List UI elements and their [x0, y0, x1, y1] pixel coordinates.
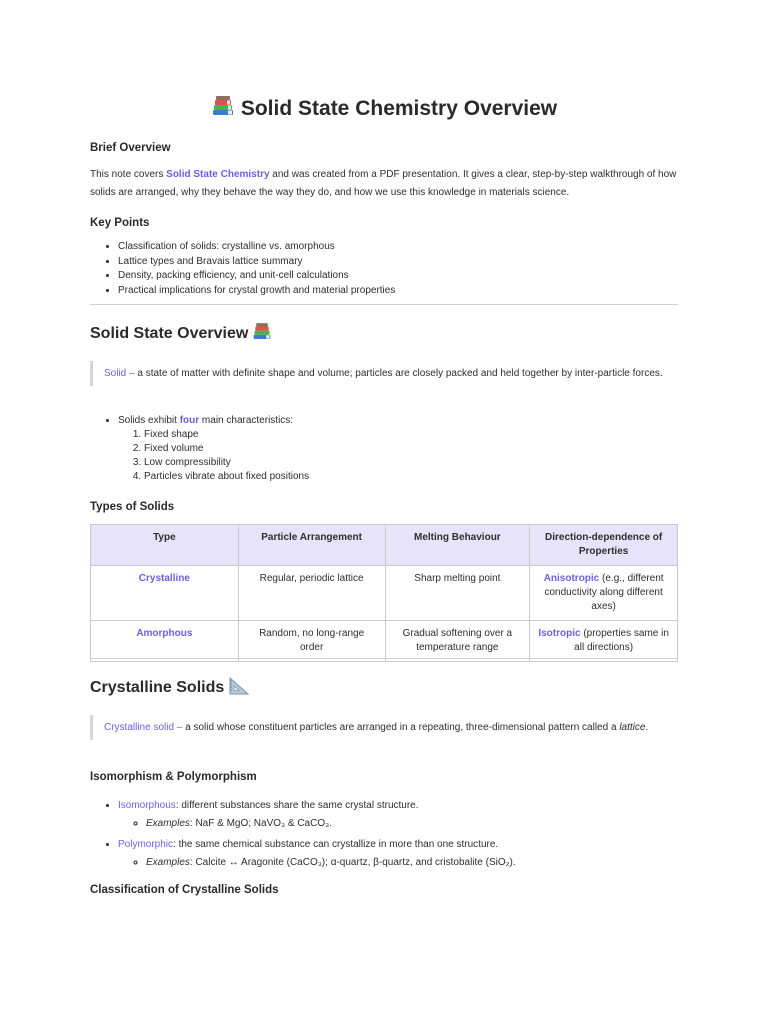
solid-state-chemistry-link[interactable]: Solid State Chemistry: [166, 169, 270, 180]
callout-term: Crystalline solid: [104, 722, 175, 733]
table-cell: Sharp melting point: [385, 566, 530, 621]
table-row: [91, 566, 678, 621]
list-item: ◦ Examples: NaF & MgO; NaVO₃ & CaCO₃.: [146, 817, 706, 831]
list-item: 3. Low compressibility: [144, 456, 544, 470]
list-item: • Density, packing efficiency, and unit-cell calculations: [118, 269, 706, 284]
books-icon: [211, 95, 235, 123]
heading-text: Solid State Overview: [90, 325, 249, 342]
solid-state-overview-heading: [90, 323, 272, 345]
list-item: • Isomorphous: different substances share the same crystal structure. ◦ Examples: NaF & MgO; NaVO₃ & CaCO₃.: [118, 798, 706, 831]
sub-list: [118, 856, 706, 870]
table-cell: Regular, periodic lattice: [238, 566, 385, 621]
heading-text: Crystalline Solids: [90, 679, 225, 696]
column-header: Melting Behaviour: [385, 525, 530, 566]
section-divider: [90, 304, 678, 305]
doc-title: [0, 92, 768, 126]
callout-dash: –: [126, 368, 138, 379]
table-cell-type: Crystalline: [91, 566, 239, 621]
crystalline-definition-callout: Crystalline solid – a solid whose constituent particles are arranged in a repeating, three-dimensional pattern called a lattice.: [90, 715, 680, 740]
table-cell: Gradual softening over a temperature range: [385, 621, 530, 662]
brief-text-pre: This note covers: [90, 169, 167, 180]
list-item: 2. Fixed volume: [144, 442, 544, 456]
list-item: 1. Fixed shape: [144, 428, 544, 442]
table-cell: Random, no long-range order: [238, 621, 385, 662]
iso-poly-heading: Isomorphism & Polymorphism: [90, 771, 257, 783]
table-cell: Anisotropic (e.g., different conductivity along different axes): [530, 566, 678, 621]
list-item: • Lattice types and Bravais lattice summary: [118, 255, 706, 270]
classification-heading: Classification of Crystalline Solids: [90, 884, 279, 896]
column-header: Type: [91, 525, 239, 566]
column-header: Direction-dependence of Properties: [530, 525, 678, 566]
list-item: • Classification of solids: crystalline vs. amorphous: [118, 240, 706, 255]
list-item: • Polymorphic: the same chemical substance can crystallize in more than one structure. ◦ Examples: Calcite ↔ Aragonite (CaCO₃); α-quartz, β-quartz, and cristobalite (SiO₂).: [118, 837, 706, 870]
section-divider: [90, 658, 678, 659]
list-item: ◦ Examples: Calcite ↔ Aragonite (CaCO₃); α-quartz, β-quartz, and cristobalite (SiO₂).: [146, 856, 706, 870]
polymorphic-term: Polymorphic: [118, 839, 174, 850]
brief-overview-heading: Brief Overview: [90, 142, 171, 154]
crystalline-solids-heading: [90, 677, 250, 699]
four-accent: four: [179, 415, 200, 426]
lattice-term: lattice: [619, 722, 646, 733]
table-header-row: [91, 525, 678, 566]
table-row: [91, 621, 678, 662]
callout-term: Solid: [104, 368, 127, 379]
column-header: Particle Arrangement: [238, 525, 385, 566]
types-of-solids-table: [90, 524, 678, 662]
brief-text-post: and was created from a PDF presentation. It gives a clear, step-by-step walkthrough of how solids are arranged, why they behave the way they do, and how we use this knowledge in materials science.: [90, 169, 677, 198]
characteristics-numbered-list: [102, 428, 544, 484]
callout-text: a state of matter with definite shape and volume; particles are closely packed and held together by inter-particle forces.: [137, 368, 663, 379]
list-item: • Practical implications for crystal growth and material properties: [118, 284, 706, 299]
key-points-heading: Key Points: [90, 217, 150, 229]
table-cell: Isotropic (properties same in all directions): [530, 621, 678, 662]
doc-title-text: Solid State Chemistry Overview: [240, 97, 558, 120]
list-item: • Solids exhibit four main characteristics:: [118, 414, 706, 429]
isomorphous-term: Isomorphous: [118, 800, 176, 811]
brief-overview-text: [90, 166, 682, 202]
iso-poly-list: [90, 798, 706, 876]
types-of-solids-heading: Types of Solids: [90, 501, 175, 513]
sub-list: [118, 817, 706, 831]
solid-definition-callout: [90, 361, 680, 386]
table-cell-type: Amorphous: [91, 621, 239, 662]
characteristics-list: [90, 414, 706, 429]
callout-dash: –: [174, 722, 186, 733]
list-item: 4. Particles vibrate about fixed positions: [144, 470, 544, 484]
callout-text: a solid whose constituent particles are arranged in a repeating, three-dimensional pattern called a: [185, 722, 620, 733]
key-points-list: [90, 240, 706, 298]
triangular-ruler-icon: [228, 676, 250, 701]
books-icon: [252, 322, 272, 346]
